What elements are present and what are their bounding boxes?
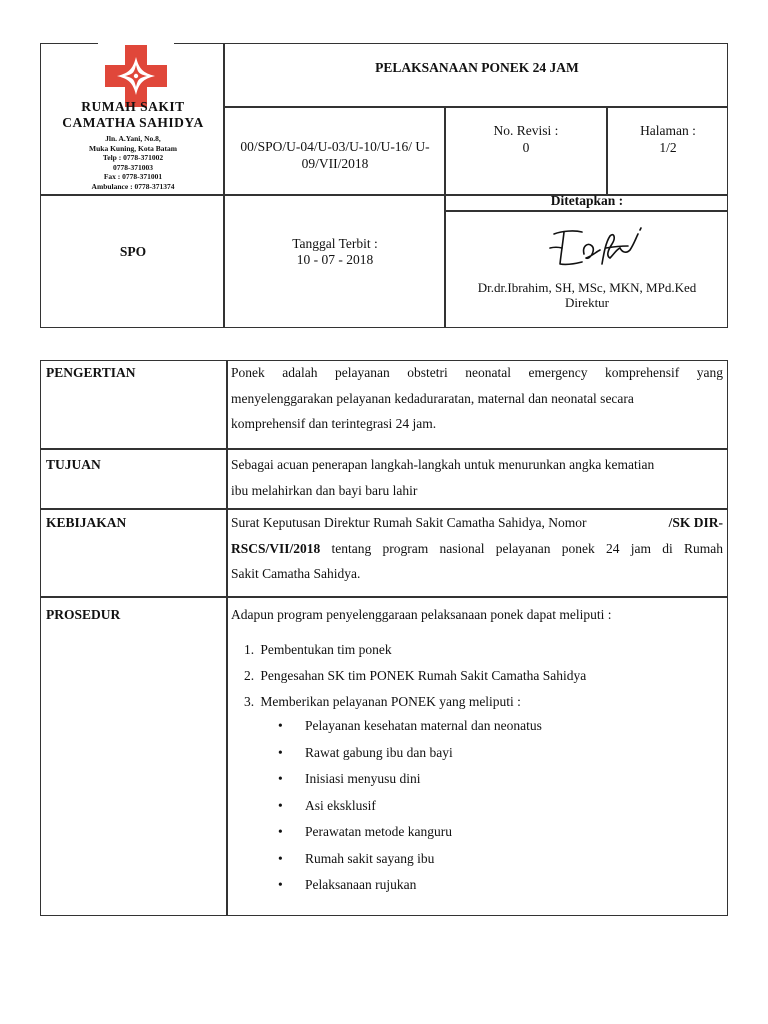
address-line: Fax : 0778-371001: [103, 172, 163, 182]
table-row-divider: [41, 596, 727, 598]
address-line: Ambulance : 0778-371374: [91, 181, 175, 191]
pengertian-text-last: komprehensif dan terintegrasi 24 jam.: [231, 416, 437, 431]
header-rule-ditetapkan: [444, 210, 727, 212]
document-title: PELAKSANAAN PONEK 24 JAM: [375, 60, 579, 75]
tujuan-label: TUJUAN: [46, 457, 101, 472]
step-text: Pembentukan tim ponek: [260, 642, 392, 657]
tujuan-text-main: Sebagai acuan penerapan langkah-langkah untuk menurunkan angka kematian: [231, 457, 655, 472]
kebijakan-text: [231, 510, 723, 587]
address-line: 0778-371003: [113, 162, 153, 172]
pengertian-text-main: Ponek adalah pelayanan obstetri neonatal emergency komprehensif yang menyelenggarakan pelayanan kedaduraratan, maternal dan neonatal secara: [231, 365, 723, 406]
pengertian-text: [231, 360, 723, 437]
hospital-name-line1: RUMAH SAKIT: [81, 99, 185, 114]
revision-label: No. Revisi :: [493, 123, 559, 138]
address-line: Muka Kuning, Kota Batam: [89, 143, 177, 153]
page-value: 1/2: [659, 140, 677, 155]
document-number: [226, 138, 444, 172]
page-label: Halaman :: [640, 123, 696, 138]
revision-value: 0: [522, 140, 530, 155]
kebijakan-line1: [231, 510, 723, 536]
signer-block: [446, 280, 728, 310]
kebijakan-text-last: Sakit Camatha Sahidya.: [231, 566, 361, 581]
tujuan-text-last: ibu melahirkan dan bayi baru lahir: [231, 482, 418, 498]
kebijakan-decree-number-part1: /SK DIR-: [668, 515, 723, 530]
bullet-icon: •: [278, 824, 283, 839]
issue-date-label: Tanggal Terbit :: [292, 236, 378, 251]
issue-date-value: 10 - 07 - 2018: [296, 252, 374, 267]
service-item: Inisiasi menyusu dini: [305, 771, 421, 786]
address-line: Jln. A.Yani, No.8,: [105, 134, 161, 143]
signer-name: Dr.dr.Ibrahim, SH, MSc, MKN, MPd.Ked: [477, 280, 697, 295]
step-text: Memberikan pelayanan PONEK yang meliputi :: [260, 693, 521, 709]
spo-label: SPO: [119, 244, 147, 259]
service-item: Asi eksklusif: [305, 797, 376, 813]
table-row-divider: [41, 448, 727, 450]
header-rule-title: [223, 106, 727, 108]
list-item: [278, 796, 718, 823]
kebijakan-decree-number-part2: RSCS/VII/2018: [231, 540, 321, 556]
prosedur-steps-list: [244, 640, 736, 717]
service-item: Pelaksanaan rujukan: [305, 877, 417, 892]
list-item: [278, 849, 718, 876]
step-number: 2.: [244, 667, 255, 683]
revision-block: [446, 122, 606, 156]
bullet-icon: •: [278, 718, 283, 733]
kebijakan-label: KEBIJAKAN: [46, 515, 127, 530]
list-item: [278, 822, 718, 849]
tujuan-text: [231, 452, 723, 503]
signature-image: [540, 222, 650, 274]
pengertian-label: PENGERTIAN: [46, 365, 136, 380]
service-item: Pelayanan kesehatan maternal dan neonatus: [305, 718, 542, 733]
prosedur-label: PROSEDUR: [46, 607, 121, 622]
hospital-name-line2: CAMATHA SAHIDYA: [62, 115, 204, 130]
document-number-line1: 00/SPO/U-04/U-03/U-10/U-16/ U-: [240, 139, 430, 154]
list-item: [244, 692, 736, 718]
signer-title: Direktur: [564, 295, 610, 310]
services-bullet-list: [278, 716, 718, 902]
prosedur-intro: Adapun program penyelenggaraan pelaksanaan ponek dapat meliputi :: [231, 607, 612, 622]
list-item: [278, 875, 718, 902]
page-block: [608, 122, 728, 156]
list-item: [278, 769, 718, 796]
service-item: Rawat gabung ibu dan bayi: [305, 744, 453, 760]
service-item: Rumah sakit sayang ibu: [305, 850, 435, 866]
hospital-name: [42, 99, 224, 131]
list-item: [278, 716, 718, 743]
bullet-icon: •: [278, 850, 283, 866]
bullet-icon: •: [278, 877, 283, 892]
established-label: Ditetapkan :: [550, 193, 624, 208]
bullet-icon: •: [278, 744, 283, 760]
table-column-divider: [226, 361, 228, 915]
kebijakan-text-part1: Surat Keputusan Direktur Rumah Sakit Camatha Sahidya, Nomor: [231, 515, 587, 530]
address-line: Telp : 0778-371002: [102, 153, 164, 163]
kebijakan-line2: [231, 536, 723, 562]
step-number: 3.: [244, 693, 255, 709]
hospital-address: [42, 134, 224, 192]
list-item: [278, 743, 718, 770]
bullet-icon: •: [278, 797, 283, 813]
service-item: Perawatan metode kanguru: [305, 824, 452, 839]
list-item: [244, 666, 736, 692]
step-number: 1.: [244, 642, 255, 657]
document-number-line2: 09/VII/2018: [301, 156, 369, 171]
list-item: [244, 640, 736, 666]
step-text: Pengesahan SK tim PONEK Rumah Sakit Camatha Sahidya: [260, 667, 587, 683]
kebijakan-text-part2: tentang program nasional pelayanan ponek 24 jam di Rumah: [320, 540, 723, 556]
issue-date-block: [226, 236, 444, 268]
bullet-icon: •: [278, 771, 283, 786]
